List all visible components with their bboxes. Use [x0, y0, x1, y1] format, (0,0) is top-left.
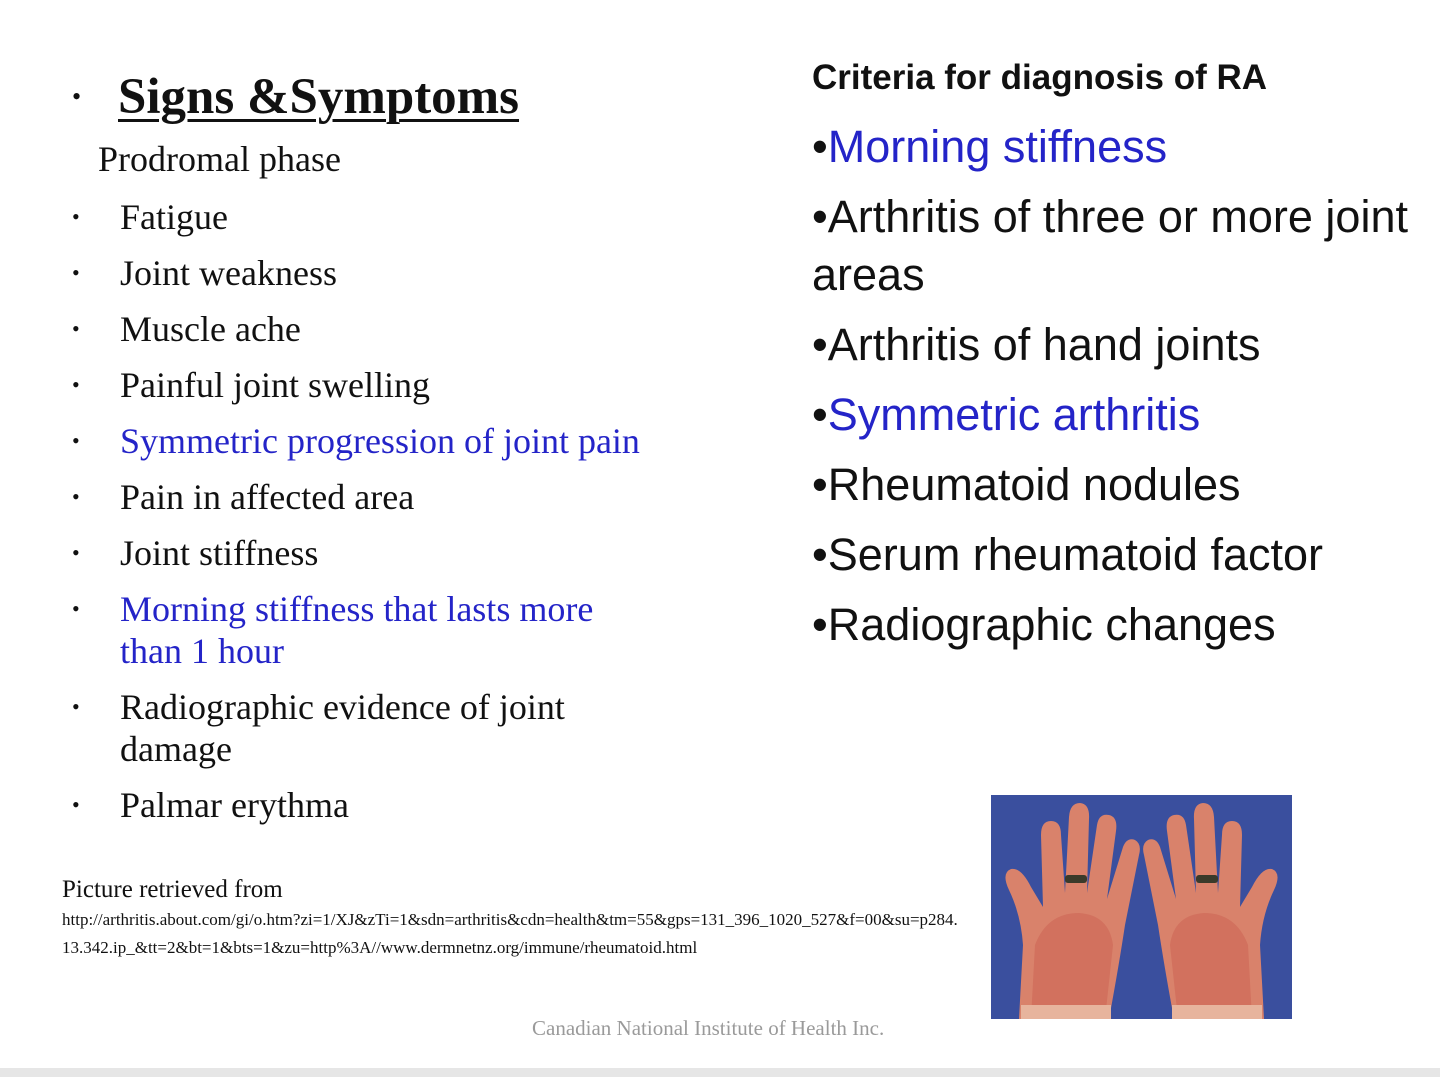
credit-title: Picture retrieved from	[62, 876, 283, 903]
symptom-text: Palmar erythma	[120, 785, 349, 825]
bullet-icon: •	[812, 529, 828, 580]
criteria-text: Symmetric arthritis	[827, 389, 1201, 440]
criteria-item	[812, 188, 1412, 304]
bottom-border	[0, 1068, 1440, 1077]
symptom-text: Painful joint swelling	[120, 365, 430, 405]
bullet-icon: •	[812, 389, 828, 440]
bullet-icon: •	[812, 599, 828, 650]
bullet-icon: •	[812, 459, 828, 510]
criteria-text: Rheumatoid nodules	[827, 459, 1241, 510]
bullet-icon: •	[72, 540, 80, 565]
criteria-text: Morning stiffness	[827, 121, 1168, 172]
bullet-icon: •	[812, 191, 828, 242]
criteria-text: Radiographic changes	[827, 599, 1276, 650]
hands-illustration	[991, 795, 1292, 1019]
criteria-item	[812, 316, 1412, 374]
bullet-icon: •	[812, 319, 828, 370]
credit-url: http://arthritis.about.com/gi/o.htm?zi=1/XJ&zTi=1&sdn=arthritis&cdn=health&tm=55&gps=131_396_1020_527&f=00&su=p284.13.342.ip_&tt=2&bt=1&bts=1&zu=http%3A//www.dermnetnz.org/immune/rheumatoid.html	[62, 910, 958, 957]
bullet-icon: •	[72, 596, 80, 621]
symptom-text: Symmetric progression of joint pain	[120, 421, 640, 461]
symptom-text: Radiographic evidence of joint damage	[120, 687, 565, 769]
symptom-text: Joint weakness	[120, 253, 337, 293]
criteria-item	[812, 526, 1412, 584]
prodromal-phase-label: Prodromal phase	[98, 139, 341, 179]
signs-symptoms-heading: Signs &Symptoms	[118, 69, 520, 125]
bullet-icon: •	[72, 260, 80, 285]
bullet-icon: •	[72, 694, 80, 719]
bullet-icon: •	[72, 792, 80, 817]
criteria-item	[812, 596, 1412, 654]
criteria-item	[812, 456, 1412, 514]
symptom-text: Muscle ache	[120, 309, 301, 349]
criteria-item-highlighted	[812, 118, 1412, 176]
footer-organization: Canadian National Institute of Health Inc.	[532, 1016, 885, 1040]
bullet-icon: •	[72, 204, 80, 229]
picture-credit	[62, 874, 962, 962]
criteria-text: Arthritis of three or more joint areas	[812, 191, 1408, 300]
criteria-title: Criteria for diagnosis of RA	[812, 58, 1268, 97]
criteria-text: Serum rheumatoid factor	[827, 529, 1323, 580]
bullet-icon: •	[72, 428, 80, 453]
criteria-text: Arthritis of hand joints	[827, 319, 1261, 370]
palmar-erythema-photo	[991, 795, 1292, 1019]
symptom-text: Pain in affected area	[120, 477, 415, 517]
bullet-icon: •	[72, 316, 80, 341]
bullet-icon: •	[72, 372, 80, 397]
symptom-text: Fatigue	[120, 197, 228, 237]
symptom-text: Morning stiffness that lasts more than 1 hour	[120, 589, 594, 671]
criteria-item-highlighted	[812, 386, 1412, 444]
bullet-icon: •	[72, 484, 80, 509]
symptom-text: Joint stiffness	[120, 533, 319, 573]
bullet-icon: •	[812, 121, 828, 172]
right-wrist	[1172, 1005, 1262, 1019]
left-wrist	[1021, 1005, 1111, 1019]
heading-row	[72, 62, 519, 132]
bullet-icon: •	[72, 82, 82, 111]
